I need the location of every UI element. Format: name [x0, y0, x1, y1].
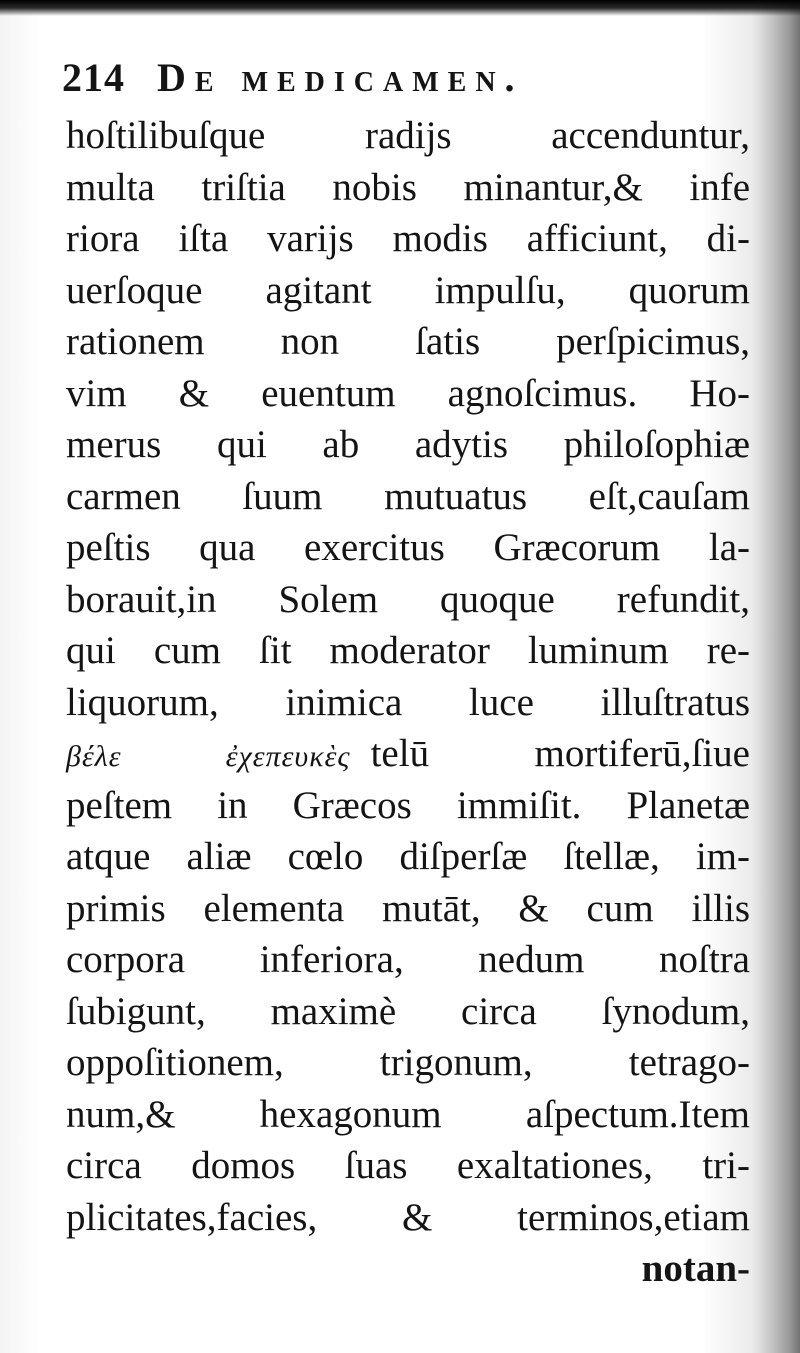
text-line: peſtis qua exercitus Græcorum la- [66, 526, 750, 569]
text-line: multa triſtia nobis minantur,& infe [66, 165, 750, 209]
text-line: riora iſta varijs modis afficiunt, di- [66, 217, 750, 260]
text-line: vim & euentum agnoſcimus. Ho- [66, 371, 750, 415]
body-text [66, 110, 750, 1295]
text-line: atque aliæ cœlo diſperſæ ſtellæ, im- [66, 835, 750, 878]
text-line: borauit,in Solem quoque refundit, [66, 577, 750, 621]
greek-line-rest: telū mortiferū,ſiue [370, 732, 750, 775]
text-line: liquorum, inimica luce illuſtratus [66, 680, 750, 724]
text-line: uerſoque agitant impulſu, quorum [66, 268, 750, 312]
text-line: circa domos ſuas exaltationes, tri- [66, 1144, 750, 1187]
text-line: peſtem in Græcos immiſit. Planetæ [66, 783, 750, 827]
text-line: qui cum ſit moderator luminum re- [66, 629, 750, 672]
text-line: carmen ſuum mutuatus eſt,cauſam [66, 474, 750, 518]
greek-phrase: βέλε ἐχεπευκὲς [66, 740, 351, 773]
text-line: merus qui ab adytis philoſophiæ [66, 423, 750, 466]
catchword: notan- [641, 1247, 750, 1290]
binding-gutter-shadow [752, 0, 800, 1353]
text-line-greek [66, 728, 750, 780]
text-line: oppoſitionem, trigonum, tetrago- [66, 1041, 750, 1084]
text-line: num,& hexagonum aſpectum.Item [66, 1092, 750, 1136]
running-head: De medicamen. [157, 55, 524, 100]
page-header [62, 50, 752, 106]
text-line: ſubigunt, maximè circa ſynodum, [66, 989, 750, 1033]
text-line: hoſtilibuſque radijs accenduntur, [66, 114, 750, 157]
page-number: 214 [62, 55, 125, 100]
text-line: primis elementa mutāt, & cum illis [66, 886, 750, 930]
text-line: rationem non ſatis perſpicimus, [66, 320, 750, 363]
page-top-edge-shadow [0, 0, 800, 16]
text-line: plicitates,facies, & terminos,etiam [66, 1195, 750, 1239]
text-line: corpora inferiora, nedum noſtra [66, 938, 750, 981]
